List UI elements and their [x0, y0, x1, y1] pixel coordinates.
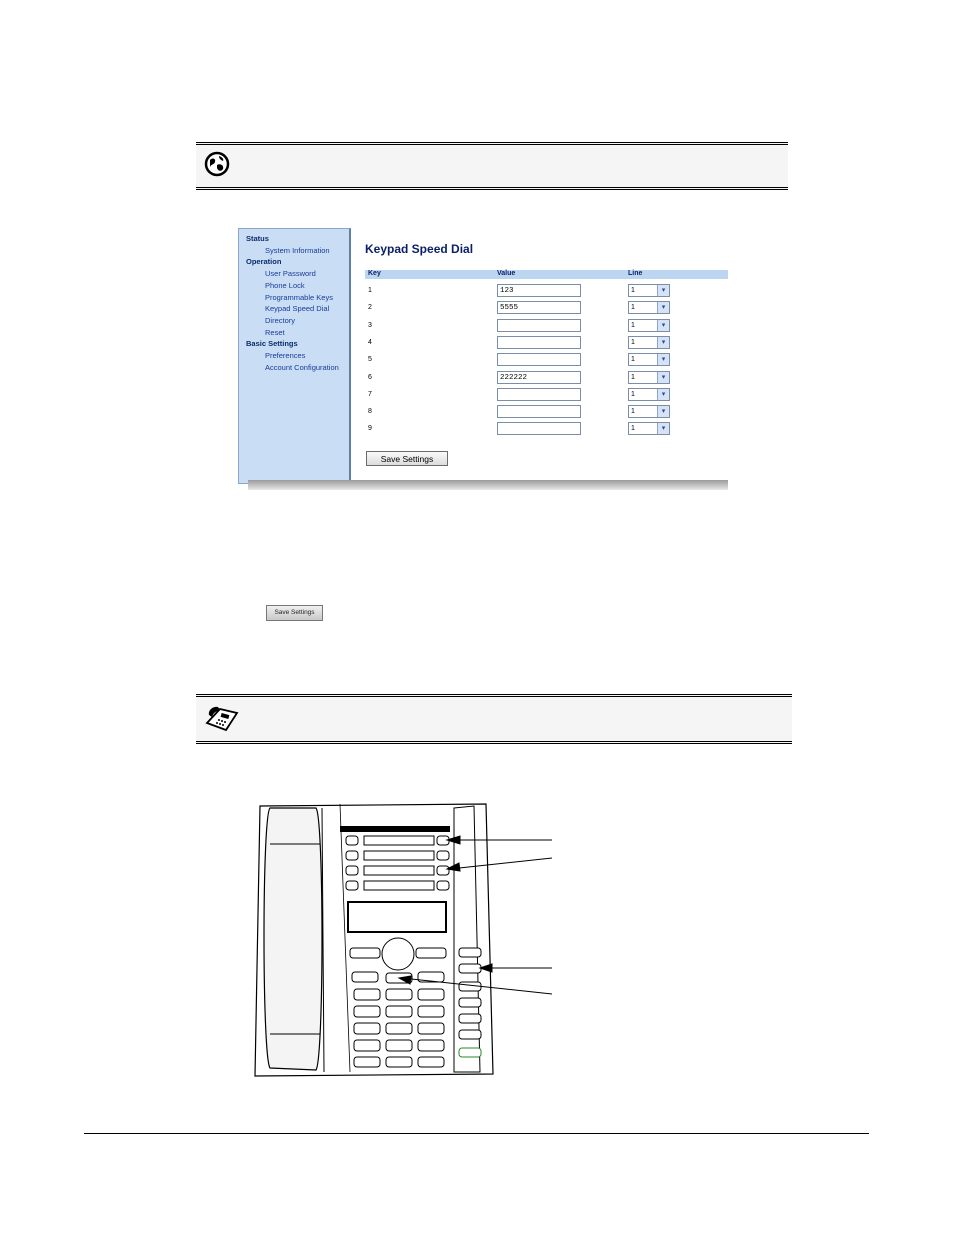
table-row [365, 388, 725, 404]
sidebar-item[interactable]: Keypad Speed Dial [265, 304, 330, 314]
value-input[interactable] [497, 319, 581, 332]
value-input[interactable]: 222222 [497, 371, 581, 384]
column-header-key: Key [368, 270, 381, 277]
line-select[interactable] [628, 301, 670, 314]
chevron-down-icon: ▾ [657, 423, 669, 434]
chevron-down-icon: ▾ [657, 406, 669, 417]
line-select[interactable] [628, 388, 670, 401]
table-row [365, 301, 725, 317]
key-number: 3 [368, 321, 372, 329]
table-row [365, 405, 725, 421]
value-input[interactable] [497, 388, 581, 401]
column-header-line: Line [628, 270, 643, 277]
sidebar-section: Status [246, 234, 269, 243]
key-number: 2 [368, 304, 372, 312]
save-settings-button-inline[interactable]: Save Settings [266, 605, 323, 621]
key-number: 7 [368, 390, 372, 398]
line-select[interactable] [628, 405, 670, 418]
globe-icon [204, 151, 230, 177]
line-select[interactable] [628, 319, 670, 332]
sidebar-item[interactable]: Account Configuration [265, 362, 339, 372]
chevron-down-icon: ▾ [657, 372, 669, 383]
key-number: 4 [368, 338, 372, 346]
key-number: 6 [368, 373, 372, 381]
chevron-down-icon: ▾ [657, 337, 669, 348]
chevron-down-icon: ▾ [657, 389, 669, 400]
phone-ui-banner [196, 694, 792, 744]
chevron-down-icon: ▾ [657, 285, 669, 296]
column-header-value: Value [497, 270, 516, 277]
sidebar-section: Operation [246, 257, 282, 267]
chevron-down-icon: ▾ [657, 302, 669, 313]
key-number: 9 [368, 425, 372, 433]
sidebar-item[interactable]: Reset [265, 327, 285, 337]
line-select[interactable] [628, 371, 670, 384]
sidebar-section: Basic Settings [246, 339, 298, 349]
line-select-value: 1 [631, 425, 635, 433]
value-input[interactable] [497, 422, 581, 435]
table-row [365, 371, 725, 387]
ip-phone-icon [204, 703, 240, 733]
key-number: 8 [368, 408, 372, 416]
web-ui-sidebar [238, 228, 351, 484]
line-select[interactable] [628, 284, 670, 297]
line-select[interactable] [628, 422, 670, 435]
screenshot-shadow [248, 480, 728, 490]
sidebar-item[interactable]: Directory [265, 315, 296, 325]
table-header [365, 270, 728, 279]
value-input[interactable] [497, 353, 581, 366]
sidebar-item[interactable]: Programmable Keys [265, 292, 333, 302]
chevron-down-icon: ▾ [657, 354, 669, 365]
aastra-phone-illustration [240, 796, 570, 1086]
sidebar-item[interactable]: Phone Lock [265, 280, 305, 290]
value-input[interactable]: 123 [497, 284, 581, 297]
table-row [365, 353, 725, 369]
value-input[interactable]: 5555 [497, 301, 581, 314]
save-settings-button[interactable]: Save Settings [366, 451, 448, 466]
web-ui-screenshot [238, 228, 728, 484]
line-select[interactable] [628, 336, 670, 349]
table-row [365, 319, 725, 335]
line-select-value: 1 [631, 408, 635, 416]
line-select-value: 1 [631, 390, 635, 398]
value-input[interactable] [497, 336, 581, 349]
sidebar-item[interactable]: Preferences [265, 351, 306, 360]
chevron-down-icon: ▾ [657, 320, 669, 331]
line-select-value: 1 [631, 338, 635, 346]
line-select[interactable] [628, 353, 670, 366]
sidebar-item[interactable]: User Password [265, 269, 316, 279]
page-title: Keypad Speed Dial [365, 242, 474, 256]
line-select-value: 1 [631, 287, 635, 294]
web-ui-banner [196, 142, 788, 190]
line-select-value: 1 [631, 356, 635, 364]
key-number: 1 [368, 287, 372, 294]
line-select-value: 1 [631, 373, 635, 381]
value-input[interactable] [497, 405, 581, 418]
footer-rule [84, 1133, 869, 1134]
line-select-value: 1 [631, 304, 635, 312]
table-row [365, 336, 725, 352]
line-select-value: 1 [631, 321, 635, 329]
key-number: 5 [368, 356, 372, 364]
sidebar-item[interactable]: System Information [265, 245, 330, 255]
table-row [365, 284, 725, 300]
table-row [365, 422, 725, 438]
